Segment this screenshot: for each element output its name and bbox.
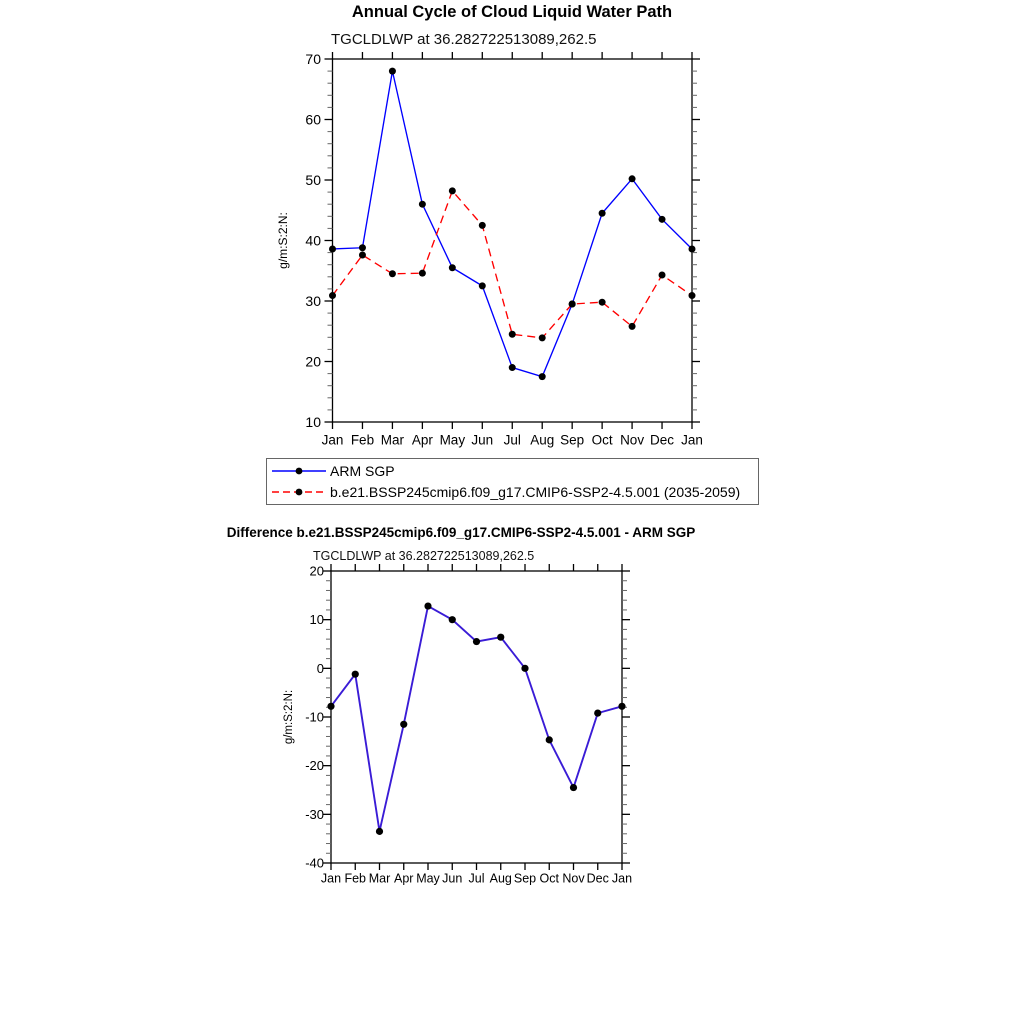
month-label: Nov <box>562 871 585 886</box>
data-point <box>629 323 636 330</box>
y-axis-label: g/m:S:2:N: <box>283 689 295 745</box>
legend-label-arm-sgp: ARM SGP <box>330 462 395 479</box>
data-point <box>327 703 334 710</box>
model-line <box>333 191 693 338</box>
legend-dashed-line-sample <box>270 484 328 500</box>
month-label: Aug <box>530 432 555 448</box>
y-axis-label: g/m:S:2:N: <box>276 212 290 269</box>
month-label: Dec <box>650 432 675 448</box>
data-point <box>689 245 696 252</box>
data-point <box>689 292 696 299</box>
data-point <box>352 671 359 678</box>
data-point <box>400 721 407 728</box>
month-label: Feb <box>344 871 367 886</box>
ytick-label: 10 <box>305 413 321 430</box>
data-point <box>546 736 553 743</box>
data-point <box>497 634 504 641</box>
data-point <box>473 638 480 645</box>
ytick-label: 20 <box>309 563 324 579</box>
month-label: May <box>439 432 466 448</box>
data-point <box>509 364 516 371</box>
data-point <box>599 210 606 217</box>
data-point <box>419 201 426 208</box>
ytick-label: -20 <box>305 758 324 774</box>
data-point <box>569 301 576 308</box>
data-point <box>521 665 528 672</box>
month-label: Apr <box>411 432 433 448</box>
ytick-label: 30 <box>305 292 321 309</box>
month-label: Jun <box>471 432 494 448</box>
ytick-label: 70 <box>305 50 321 67</box>
month-label: Oct <box>591 432 613 448</box>
diff-chart-title: Difference b.e21.BSSP245cmip6.f09_g17.CMIP6-SSP2-4.5.001 - ARM SGP <box>226 525 696 540</box>
ytick-label: 20 <box>305 353 321 370</box>
ytick-label: 60 <box>305 111 321 128</box>
month-label: Jul <box>503 432 521 448</box>
month-label: Jun <box>442 871 463 886</box>
data-point <box>449 187 456 194</box>
data-point <box>389 270 396 277</box>
data-point <box>618 703 625 710</box>
ytick-label: 0 <box>316 660 324 676</box>
ytick-label: 50 <box>305 171 321 188</box>
data-point <box>449 264 456 271</box>
top-chart-subtitle: TGCLDLWP at 36.282722513089,262.5 <box>331 31 597 48</box>
ytick-label: -30 <box>305 806 324 822</box>
ytick-label: 40 <box>305 232 321 249</box>
top-chart-title: Annual Cycle of Cloud Liquid Water Path <box>351 3 673 21</box>
legend-entry-model <box>270 482 758 502</box>
data-point <box>509 331 516 338</box>
ytick-label: -10 <box>305 709 324 725</box>
legend-solid-line-sample <box>270 463 328 479</box>
data-point <box>479 222 486 229</box>
month-label: May <box>416 871 440 886</box>
month-label: Apr <box>394 871 414 886</box>
ytick-label: -40 <box>305 855 324 871</box>
legend-label-model: b.e21.BSSP245cmip6.f09_g17.CMIP6-SSP2-4.5.001 (2035-2059) <box>330 484 741 501</box>
month-label: Jul <box>468 871 485 886</box>
data-point <box>629 175 636 182</box>
data-point <box>599 299 606 306</box>
data-point <box>376 828 383 835</box>
data-point <box>359 252 366 259</box>
month-label: Mar <box>380 432 405 448</box>
month-label: Oct <box>539 871 559 886</box>
data-point <box>479 282 486 289</box>
data-point <box>424 602 431 609</box>
month-label: Jan <box>321 432 344 448</box>
month-label: Jan <box>611 871 633 886</box>
month-label: Mar <box>368 871 391 886</box>
data-point <box>329 292 336 299</box>
difference-chart-frame <box>331 571 622 863</box>
ytick-label: 10 <box>309 612 324 628</box>
data-point <box>449 616 456 623</box>
data-point <box>329 245 336 252</box>
month-label: Jan <box>320 871 342 886</box>
legend-box <box>266 458 759 505</box>
month-label: Nov <box>620 432 645 448</box>
data-point <box>389 68 396 75</box>
legend-marker-icon <box>296 489 303 496</box>
data-point <box>594 710 601 717</box>
month-label: Jan <box>681 432 703 448</box>
month-label: Aug <box>489 871 512 886</box>
legend-entry-arm-sgp <box>270 461 758 481</box>
diff-chart-subtitle: TGCLDLWP at 36.282722513089,262.5 <box>313 549 535 563</box>
data-point <box>570 784 577 791</box>
data-point <box>539 373 546 380</box>
month-label: Sep <box>513 871 537 886</box>
month-label: Feb <box>350 432 375 448</box>
data-point <box>659 271 666 278</box>
data-point <box>419 270 426 277</box>
month-label: Dec <box>586 871 609 886</box>
month-label: Sep <box>560 432 585 448</box>
data-point <box>359 244 366 251</box>
data-point <box>659 216 666 223</box>
legend-marker-icon <box>296 467 303 474</box>
data-point <box>539 334 546 341</box>
